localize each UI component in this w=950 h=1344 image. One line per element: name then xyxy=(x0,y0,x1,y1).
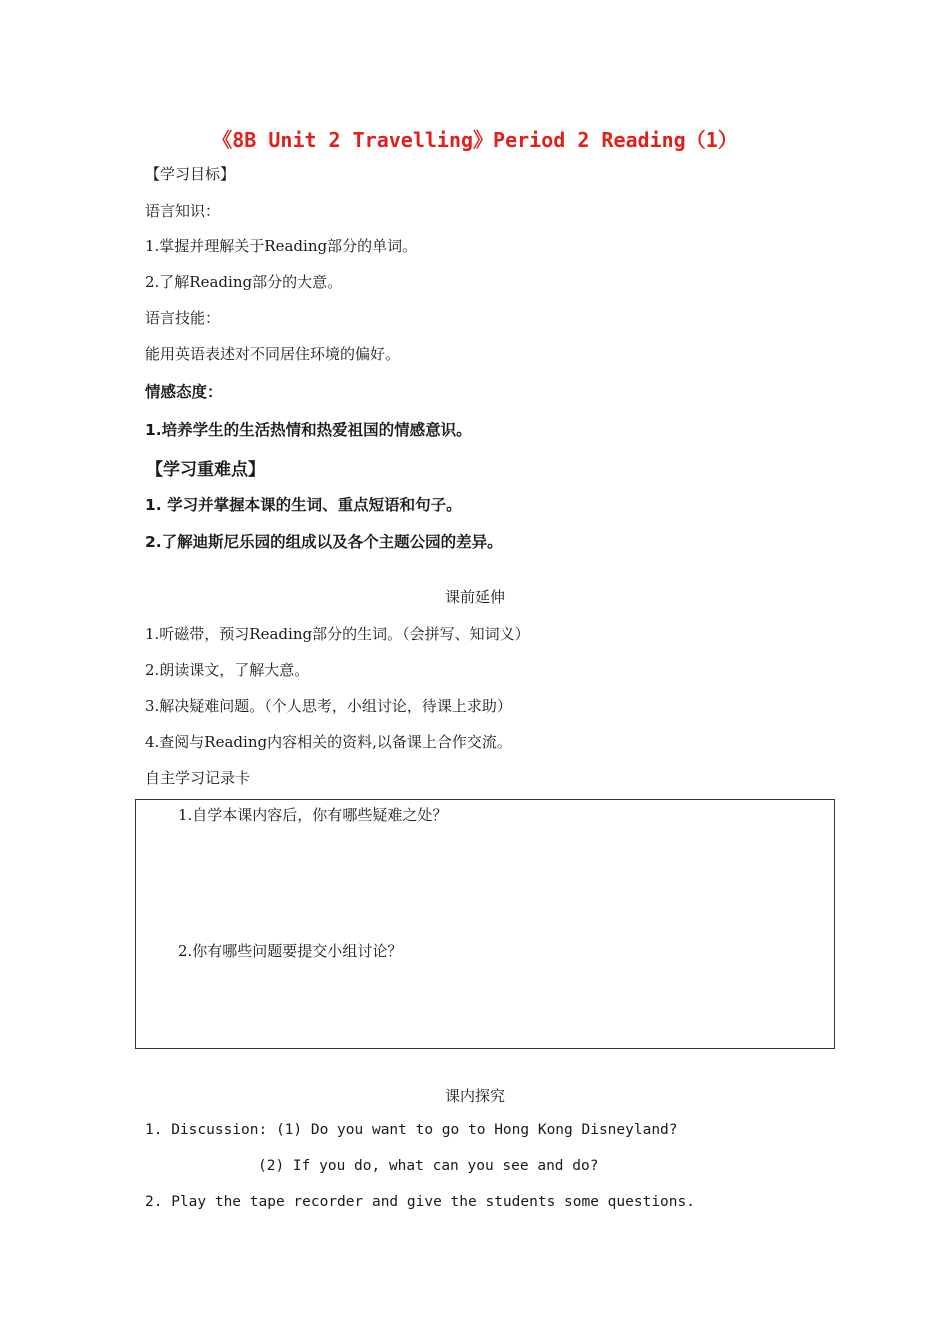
preview-item: 4.查阅与Reading内容相关的资料,以备课上合作交流。 xyxy=(145,733,512,751)
knowledge-item: 1.掌握并理解关于Reading部分的单词。 xyxy=(145,237,418,255)
inclass-item: (2) If you do, what can you see and do? xyxy=(258,1158,599,1174)
inclass-item: 1. Discussion: (1) Do you want to go to Hong Kong Disneyland? xyxy=(145,1122,678,1138)
preview-item: 2.朗读课文，了解大意。 xyxy=(145,661,310,679)
record-question: 1.自学本课内容后，你有哪些疑难之处？ xyxy=(178,806,448,824)
knowledge-label: 语言知识： xyxy=(145,202,221,220)
record-question: 2.你有哪些问题要提交小组讨论？ xyxy=(178,942,403,960)
record-card-box xyxy=(135,799,835,1049)
knowledge-item: 2.了解Reading部分的大意。 xyxy=(145,273,343,291)
skills-item: 能用英语表述对不同居住环境的偏好。 xyxy=(145,345,401,363)
key-point-item: 2.了解迪斯尼乐园的组成以及各个主题公园的差异。 xyxy=(145,533,503,551)
record-card-label: 自主学习记录卡 xyxy=(145,769,251,787)
objectives-heading: 【学习目标】 xyxy=(145,165,236,183)
page-title: 《8B Unit 2 Travelling》Period 2 Reading（1） xyxy=(212,128,738,152)
preview-item: 1.听磁带，预习Reading部分的生词。（会拼写、知词义） xyxy=(145,625,530,643)
preview-item: 3.解决疑难问题。（个人思考，小组讨论，待课上求助） xyxy=(145,697,512,715)
key-points-heading: 【学习重难点】 xyxy=(146,460,265,480)
attitude-item: 1.培养学生的生活热情和热爱祖国的情感意识。 xyxy=(145,421,472,439)
skills-label: 语言技能： xyxy=(145,309,221,327)
inclass-item: 2. Play the tape recorder and give the students some questions. xyxy=(145,1194,695,1210)
attitude-label: 情感态度： xyxy=(145,383,223,401)
key-point-item: 1. 学习并掌握本课的生词、重点短语和句子。 xyxy=(145,496,462,514)
preview-heading: 课前延伸 xyxy=(444,588,505,606)
inclass-heading: 课内探究 xyxy=(444,1087,505,1105)
